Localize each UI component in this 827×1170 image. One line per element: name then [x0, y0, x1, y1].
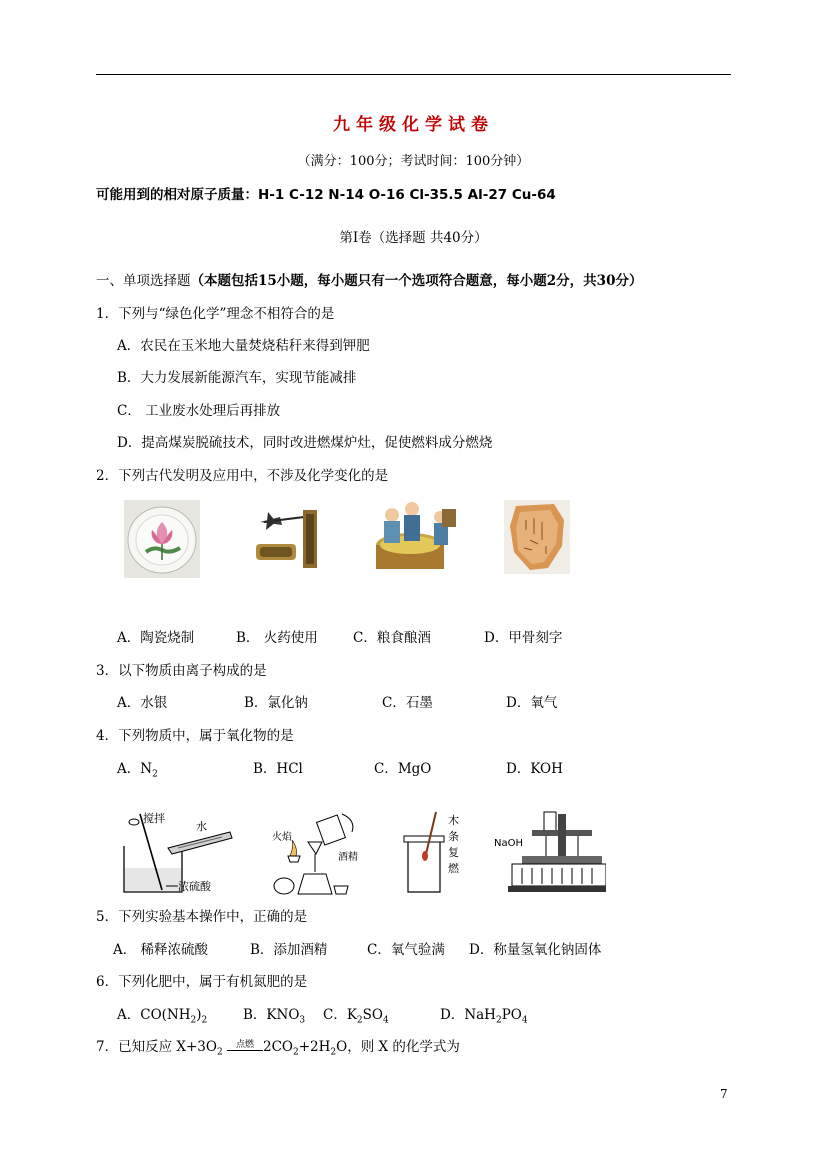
exam-subtitle: （满分：100分；考试时间：100分钟）: [297, 154, 530, 169]
part-heading: 第Ⅰ卷（选择题 共40分）: [339, 230, 488, 246]
dilute-label-acid: 浓硫酸: [178, 880, 211, 893]
q4-stem: 4．下列物质中，属于氧化物的是: [96, 728, 294, 744]
q6-a-sub2: 2: [201, 1015, 208, 1026]
q6-a-text: A．CO(NH: [117, 1007, 191, 1023]
q4-option-c: C．MgO: [374, 761, 432, 777]
q7-mid1: 2CO: [263, 1039, 293, 1055]
q6-d-text: D．NaH: [440, 1007, 496, 1023]
q4-option-a: [117, 757, 158, 780]
q7-sub2: 2: [293, 1047, 299, 1058]
q7-sub3: 2: [330, 1047, 337, 1058]
q7-sub1: 2: [216, 1047, 223, 1058]
q6-option-d: [440, 1003, 528, 1026]
section-note: （本题包括15小题，每小题只有一个选项符合题意，每小题2分，共30分）: [190, 273, 643, 289]
q3-option-d: D．氧气: [506, 695, 558, 711]
q6-d-sub2: 4: [521, 1015, 528, 1026]
q4-a-text: A．N: [117, 761, 153, 777]
section-label: 一、单项选择题: [96, 273, 191, 289]
q4-option-d: D．KOH: [506, 761, 563, 777]
q4-option-b: B．HCl: [253, 761, 303, 777]
dilute-label-water: 水: [196, 820, 207, 833]
q6-option-c: [323, 1003, 389, 1026]
q6-option-b: [243, 1003, 305, 1026]
q5-option-b: B．添加酒精: [250, 942, 328, 958]
q6-b-sub: 3: [299, 1015, 306, 1026]
q2-option-d: D．甲骨刻字: [484, 630, 563, 646]
splint-label-2: 条: [448, 830, 459, 843]
page-number: 7: [720, 1087, 728, 1101]
header-rule: [96, 74, 731, 75]
section-heading: [96, 269, 642, 289]
dilute-acid-figure: [118, 808, 236, 896]
q2-option-b: B． 火药使用: [236, 630, 318, 646]
gunpowder-image: [250, 500, 326, 574]
q6-stem: 6．下列化肥中，属于有机氮肥的是: [96, 974, 308, 990]
q3-option-b: B．氯化钠: [244, 695, 308, 711]
q6-d-mid: PO: [501, 1007, 522, 1023]
wine-brewing-image: [368, 497, 458, 574]
atomic-masses: 可能用到的相对原子质量：H-1 C-12 N-14 O-16 Cl-35.5 Al-27 Cu-64: [96, 187, 556, 203]
q6-d-sub: 2: [495, 1015, 502, 1026]
q6-c-mid: SO: [362, 1007, 383, 1023]
q1-stem: 1．下列与“绿色化学”理念不相符合的是: [96, 306, 335, 322]
exam-title: 九年级化学试卷: [333, 115, 494, 135]
q6-a-sub: 2: [190, 1015, 197, 1026]
q7-post: O，则 X 的化学式为: [336, 1039, 460, 1055]
splint-label-4: 燃: [448, 862, 459, 875]
dilute-label-stir: 搅拌: [143, 812, 165, 825]
q5-stem: 5．下列实验基本操作中，正确的是: [96, 909, 308, 925]
oxygen-test-figure: [400, 810, 466, 896]
q2-stem: 2．下列古代发明及应用中，不涉及化学变化的是: [96, 468, 389, 484]
q7-condition: 点燃: [235, 1040, 254, 1050]
q2-option-c: C．粮食酿酒: [353, 630, 431, 646]
add-alcohol-figure: [268, 812, 368, 898]
q6-option-a: [117, 1003, 207, 1026]
q3-option-c: C．石墨: [382, 695, 433, 711]
q1-option-a: A．农民在玉米地大量焚烧秸秆来得到钾肥: [117, 338, 370, 354]
q1-option-b: B．大力发展新能源汽车，实现节能减排: [117, 370, 357, 386]
porcelain-plate-image: [124, 500, 200, 578]
splint-label-1: 木: [448, 814, 459, 827]
q3-stem: 3．以下物质由离子构成的是: [96, 663, 267, 679]
balance-figure: [492, 808, 606, 896]
q5-option-a: A． 稀释浓硫酸: [113, 942, 209, 958]
q7-stem: [96, 1035, 460, 1058]
q3-option-a: A．水银: [117, 695, 168, 711]
balance-label-naoh: NaOH: [494, 838, 523, 849]
q7-pre: 7．已知反应 X+3O: [96, 1039, 217, 1055]
q7-mid2: +2H: [298, 1039, 331, 1055]
q6-b-text: B．KNO: [243, 1007, 300, 1023]
alcohol-label-flame: 火焰: [272, 832, 292, 843]
q1-option-c: C． 工业废水处理后再排放: [117, 403, 281, 419]
q6-a-end: ): [196, 1007, 202, 1023]
q6-c-sub2: 4: [382, 1015, 389, 1026]
q4-a-sub: 2: [152, 769, 158, 780]
q2-option-a: A．陶瓷烧制: [117, 630, 195, 646]
q5-option-d: D．称量氢氧化钠固体: [469, 942, 602, 958]
q1-option-d: D．提高煤炭脱硫技术，同时改进燃煤炉灶，促使燃料成分燃烧: [117, 435, 493, 451]
alcohol-label-alcohol: 酒精: [338, 852, 358, 863]
q7-reaction-arrow: [227, 1040, 263, 1051]
q6-c-sub: 2: [356, 1015, 363, 1026]
q5-option-c: C．氧气验满: [367, 942, 445, 958]
oracle-bone-image: [504, 500, 570, 574]
splint-label-3: 复: [448, 846, 459, 859]
q6-c-text: C．K: [323, 1007, 357, 1023]
